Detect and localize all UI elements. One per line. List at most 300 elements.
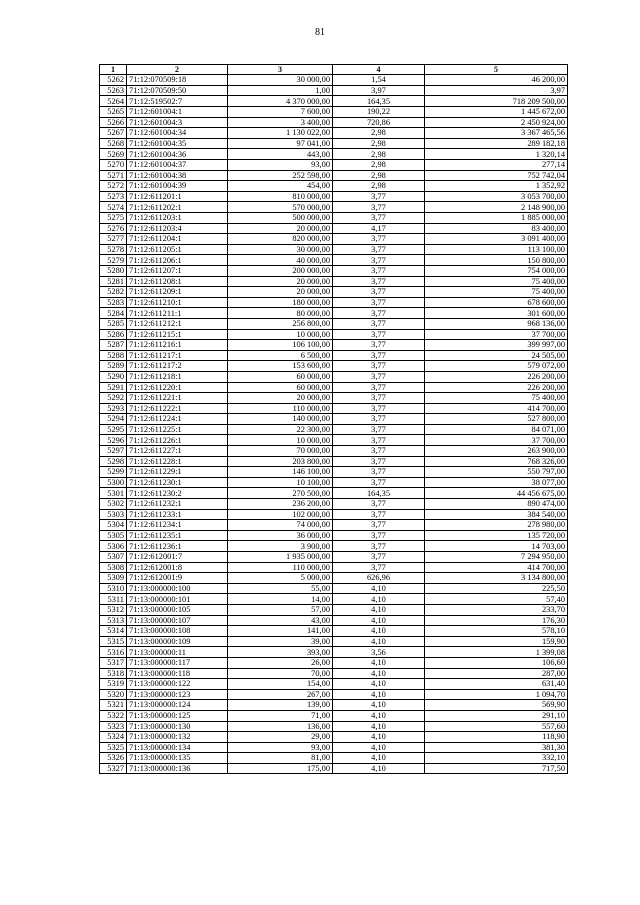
cadastral-number-cell: 71:12:601004:35 [127, 138, 228, 149]
cadastral-number-cell: 71:12:601004:37 [127, 160, 228, 171]
rate-value-cell: 2,98 [333, 160, 425, 171]
area-value-cell: 6 500,00 [228, 350, 333, 361]
cadastral-number-cell: 71:13:000000:125 [127, 710, 228, 721]
rate-value-cell: 3,77 [333, 191, 425, 202]
rate-value-cell: 4,10 [333, 710, 425, 721]
row-number-cell: 5293 [100, 403, 127, 414]
table-row [100, 393, 568, 404]
row-number-cell: 5307 [100, 552, 127, 563]
cadastral-number-cell: 71:12:611203:4 [127, 223, 228, 234]
rate-value-cell: 4,10 [333, 753, 425, 764]
total-value-cell: 233,70 [425, 604, 568, 615]
table-row [100, 191, 568, 202]
rate-value-cell: 3,77 [333, 234, 425, 245]
area-value-cell: 820 000,00 [228, 234, 333, 245]
table-row [100, 202, 568, 213]
area-value-cell: 70,00 [228, 668, 333, 679]
table-row [100, 530, 568, 541]
cadastral-number-cell: 71:12:611222:1 [127, 403, 228, 414]
table-row [100, 647, 568, 658]
table-row [100, 657, 568, 668]
rate-value-cell: 4,10 [333, 604, 425, 615]
rate-value-cell: 4,10 [333, 689, 425, 700]
table-row [100, 181, 568, 192]
area-value-cell: 106 100,00 [228, 340, 333, 351]
total-value-cell: 631,40 [425, 679, 568, 690]
rate-value-cell: 4,10 [333, 594, 425, 605]
total-value-cell: 176,30 [425, 615, 568, 626]
table-row [100, 96, 568, 107]
rate-value-cell: 2,98 [333, 149, 425, 160]
cadastral-number-cell: 71:12:611230:2 [127, 488, 228, 499]
table-row [100, 265, 568, 276]
total-value-cell: 3 053 700,00 [425, 191, 568, 202]
cadastral-number-cell: 71:12:611216:1 [127, 340, 228, 351]
cadastral-number-cell: 71:13:000000:107 [127, 615, 228, 626]
total-value-cell: 287,00 [425, 668, 568, 679]
rate-value-cell: 2,98 [333, 138, 425, 149]
table-row [100, 382, 568, 393]
row-number-cell: 5277 [100, 234, 127, 245]
cadastral-number-cell: 71:12:612001:8 [127, 562, 228, 573]
area-value-cell: 153 600,00 [228, 361, 333, 372]
total-value-cell: 38 077,00 [425, 477, 568, 488]
total-value-cell: 113 100,00 [425, 244, 568, 255]
area-value-cell: 454,00 [228, 181, 333, 192]
cadastral-number-cell: 71:13:000000:11 [127, 647, 228, 658]
table-row [100, 340, 568, 351]
total-value-cell: 24 505,00 [425, 350, 568, 361]
table-row [100, 541, 568, 552]
table-row [100, 149, 568, 160]
rate-value-cell: 4,10 [333, 636, 425, 647]
cadastral-number-cell: 71:13:000000:122 [127, 679, 228, 690]
row-number-cell: 5306 [100, 541, 127, 552]
row-number-cell: 5278 [100, 244, 127, 255]
row-number-cell: 5324 [100, 732, 127, 743]
area-value-cell: 102 000,00 [228, 509, 333, 520]
total-value-cell: 75 400,00 [425, 287, 568, 298]
rate-value-cell: 3,77 [333, 329, 425, 340]
table-row [100, 318, 568, 329]
cadastral-number-cell: 71:13:000000:108 [127, 626, 228, 637]
row-number-cell: 5263 [100, 85, 127, 96]
row-number-cell: 5323 [100, 721, 127, 732]
total-value-cell: 579 072,00 [425, 361, 568, 372]
area-value-cell: 20 000,00 [228, 223, 333, 234]
table-row [100, 308, 568, 319]
row-number-cell: 5279 [100, 255, 127, 266]
rate-value-cell: 3,77 [333, 308, 425, 319]
table-row [100, 636, 568, 647]
cadastral-number-cell: 71:12:601004:3 [127, 117, 228, 128]
cadastral-number-cell: 71:13:000000:117 [127, 657, 228, 668]
rate-value-cell: 164,35 [333, 96, 425, 107]
row-number-cell: 5266 [100, 117, 127, 128]
total-value-cell: 14 703,00 [425, 541, 568, 552]
row-number-cell: 5314 [100, 626, 127, 637]
area-value-cell: 3 900,00 [228, 541, 333, 552]
table-row [100, 604, 568, 615]
rate-value-cell: 3,77 [333, 318, 425, 329]
total-value-cell: 75 400,00 [425, 276, 568, 287]
table-row [100, 456, 568, 467]
rate-value-cell: 4,10 [333, 615, 425, 626]
cadastral-number-cell: 71:13:000000:118 [127, 668, 228, 679]
area-value-cell: 200 000,00 [228, 265, 333, 276]
area-value-cell: 110 000,00 [228, 562, 333, 573]
area-value-cell: 256 800,00 [228, 318, 333, 329]
table-row [100, 435, 568, 446]
cadastral-number-cell: 71:12:612001:9 [127, 573, 228, 584]
cadastral-number-cell: 71:12:611236:1 [127, 541, 228, 552]
rate-value-cell: 4,10 [333, 700, 425, 711]
area-value-cell: 443,00 [228, 149, 333, 160]
rate-value-cell: 2,98 [333, 128, 425, 139]
area-value-cell: 154,00 [228, 679, 333, 690]
cadastral-number-cell: 71:12:611201:1 [127, 191, 228, 202]
table-row [100, 276, 568, 287]
area-value-cell: 10 100,00 [228, 477, 333, 488]
rate-value-cell: 3,77 [333, 297, 425, 308]
row-number-cell: 5304 [100, 520, 127, 531]
area-value-cell: 97 041,00 [228, 138, 333, 149]
cadastral-number-cell: 71:13:000000:100 [127, 583, 228, 594]
cadastral-number-cell: 71:12:601004:36 [127, 149, 228, 160]
total-value-cell: 3 134 800,00 [425, 573, 568, 584]
cadastral-number-cell: 71:12:601004:39 [127, 181, 228, 192]
rate-value-cell: 4,10 [333, 763, 425, 774]
area-value-cell: 55,00 [228, 583, 333, 594]
total-value-cell: 752 742,04 [425, 170, 568, 181]
rate-value-cell: 3,77 [333, 435, 425, 446]
total-value-cell: 75 400,00 [425, 393, 568, 404]
area-value-cell: 57,00 [228, 604, 333, 615]
rate-value-cell: 3,77 [333, 477, 425, 488]
table-row [100, 488, 568, 499]
row-number-cell: 5267 [100, 128, 127, 139]
cadastral-number-cell: 71:12:601004:34 [127, 128, 228, 139]
rate-value-cell: 4,10 [333, 742, 425, 753]
table-row [100, 371, 568, 382]
area-value-cell: 36 000,00 [228, 530, 333, 541]
cadastral-number-cell: 71:12:611233:1 [127, 509, 228, 520]
table-row [100, 160, 568, 171]
rate-value-cell: 3,77 [333, 424, 425, 435]
rate-value-cell: 3,77 [333, 382, 425, 393]
rate-value-cell: 3,77 [333, 361, 425, 372]
row-number-cell: 5305 [100, 530, 127, 541]
rate-value-cell: 3,77 [333, 520, 425, 531]
cadastral-number-cell: 71:12:601004:38 [127, 170, 228, 181]
row-number-cell: 5288 [100, 350, 127, 361]
row-number-cell: 5291 [100, 382, 127, 393]
cadastral-number-cell: 71:12:611217:2 [127, 361, 228, 372]
total-value-cell: 1 885 000,00 [425, 213, 568, 224]
rate-value-cell: 3,77 [333, 562, 425, 573]
row-number-cell: 5264 [100, 96, 127, 107]
rate-value-cell: 3,77 [333, 202, 425, 213]
area-value-cell: 10 000,00 [228, 435, 333, 446]
row-number-cell: 5280 [100, 265, 127, 276]
row-number-cell: 5290 [100, 371, 127, 382]
area-value-cell: 40 000,00 [228, 255, 333, 266]
total-value-cell: 381,30 [425, 742, 568, 753]
cadastral-number-cell: 71:12:611203:1 [127, 213, 228, 224]
table-row [100, 467, 568, 478]
area-value-cell: 136,00 [228, 721, 333, 732]
table-row [100, 350, 568, 361]
total-value-cell: 225,50 [425, 583, 568, 594]
rate-value-cell: 3,77 [333, 414, 425, 425]
row-number-cell: 5313 [100, 615, 127, 626]
area-value-cell: 5 000,00 [228, 573, 333, 584]
rate-value-cell: 3,77 [333, 340, 425, 351]
area-value-cell: 80 000,00 [228, 308, 333, 319]
cadastral-number-cell: 71:12:611206:1 [127, 255, 228, 266]
table-row [100, 679, 568, 690]
area-value-cell: 22 300,00 [228, 424, 333, 435]
cadastral-number-cell: 71:12:611202:1 [127, 202, 228, 213]
table-row [100, 446, 568, 457]
table-row [100, 223, 568, 234]
area-value-cell: 203 800,00 [228, 456, 333, 467]
table-row [100, 170, 568, 181]
rate-value-cell: 3,77 [333, 213, 425, 224]
table-row [100, 117, 568, 128]
cadastral-number-cell: 71:12:070509:50 [127, 85, 228, 96]
rate-value-cell: 720,86 [333, 117, 425, 128]
header-row [100, 65, 568, 75]
table-row [100, 234, 568, 245]
total-value-cell: 768 326,00 [425, 456, 568, 467]
total-value-cell: 57,40 [425, 594, 568, 605]
table-row [100, 499, 568, 510]
area-value-cell: 14,00 [228, 594, 333, 605]
cadastral-number-cell: 71:12:611234:1 [127, 520, 228, 531]
table-row [100, 562, 568, 573]
total-value-cell: 84 071,00 [425, 424, 568, 435]
total-value-cell: 289 182,18 [425, 138, 568, 149]
total-value-cell: 1 399,08 [425, 647, 568, 658]
table-row [100, 689, 568, 700]
table-body [100, 75, 568, 774]
table-row [100, 255, 568, 266]
cadastral-number-cell: 71:13:000000:109 [127, 636, 228, 647]
cadastral-number-cell: 71:12:611205:1 [127, 244, 228, 255]
cadastral-number-cell: 71:12:611210:1 [127, 297, 228, 308]
table-row [100, 721, 568, 732]
total-value-cell: 150 800,00 [425, 255, 568, 266]
table-row [100, 287, 568, 298]
table-row [100, 552, 568, 563]
total-value-cell: 557,60 [425, 721, 568, 732]
area-value-cell: 60 000,00 [228, 382, 333, 393]
area-value-cell: 810 000,00 [228, 191, 333, 202]
table-row [100, 85, 568, 96]
area-value-cell: 30 000,00 [228, 244, 333, 255]
rate-value-cell: 4,17 [333, 223, 425, 234]
table-row [100, 753, 568, 764]
row-number-cell: 5310 [100, 583, 127, 594]
row-number-cell: 5299 [100, 467, 127, 478]
area-value-cell: 30 000,00 [228, 75, 333, 86]
total-value-cell: 527 800,00 [425, 414, 568, 425]
cadastral-number-cell: 71:12:519502:7 [127, 96, 228, 107]
total-value-cell: 3 367 465,56 [425, 128, 568, 139]
cadastral-number-cell: 71:12:611211:1 [127, 308, 228, 319]
row-number-cell: 5322 [100, 710, 127, 721]
table-row [100, 583, 568, 594]
cadastral-number-cell: 71:13:000000:134 [127, 742, 228, 753]
rate-value-cell: 3,77 [333, 393, 425, 404]
cadastral-number-cell: 71:13:000000:123 [127, 689, 228, 700]
total-value-cell: 1 094,70 [425, 689, 568, 700]
area-value-cell: 570 000,00 [228, 202, 333, 213]
table-row [100, 520, 568, 531]
area-value-cell: 81,00 [228, 753, 333, 764]
table-row [100, 244, 568, 255]
table-row [100, 414, 568, 425]
area-value-cell: 252 598,00 [228, 170, 333, 181]
cadastral-number-cell: 71:12:612001:7 [127, 552, 228, 563]
row-number-cell: 5326 [100, 753, 127, 764]
cadastral-number-cell: 71:13:000000:101 [127, 594, 228, 605]
row-number-cell: 5286 [100, 329, 127, 340]
row-number-cell: 5268 [100, 138, 127, 149]
total-value-cell: 1 445 672,00 [425, 107, 568, 118]
rate-value-cell: 2,98 [333, 170, 425, 181]
rate-value-cell: 190,22 [333, 107, 425, 118]
row-number-cell: 5262 [100, 75, 127, 86]
total-value-cell: 399 997,00 [425, 340, 568, 351]
table-row [100, 763, 568, 774]
column-header-4: 4 [333, 65, 425, 75]
total-value-cell: 550 797,00 [425, 467, 568, 478]
total-value-cell: 278 980,00 [425, 520, 568, 531]
area-value-cell: 71,00 [228, 710, 333, 721]
total-value-cell: 37 700,00 [425, 329, 568, 340]
cadastral-number-cell: 71:12:611227:1 [127, 446, 228, 457]
row-number-cell: 5315 [100, 636, 127, 647]
total-value-cell: 226 200,00 [425, 371, 568, 382]
row-number-cell: 5276 [100, 223, 127, 234]
cadastral-number-cell: 71:12:611204:1 [127, 234, 228, 245]
area-value-cell: 93,00 [228, 742, 333, 753]
cadastral-number-cell: 71:13:000000:130 [127, 721, 228, 732]
total-value-cell: 291,10 [425, 710, 568, 721]
row-number-cell: 5289 [100, 361, 127, 372]
table-row [100, 477, 568, 488]
total-value-cell: 2 148 900,00 [425, 202, 568, 213]
table-row [100, 700, 568, 711]
cadastral-number-cell: 71:12:611220:1 [127, 382, 228, 393]
cadastral-number-cell: 71:12:070509:18 [127, 75, 228, 86]
table-row [100, 424, 568, 435]
rate-value-cell: 3,77 [333, 276, 425, 287]
rate-value-cell: 4,10 [333, 626, 425, 637]
total-value-cell: 263 900,00 [425, 446, 568, 457]
area-value-cell: 93,00 [228, 160, 333, 171]
cadastral-number-cell: 71:12:611221:1 [127, 393, 228, 404]
area-value-cell: 1 935 000,00 [228, 552, 333, 563]
rate-value-cell: 4,10 [333, 668, 425, 679]
cadastral-number-cell: 71:12:601004:1 [127, 107, 228, 118]
rate-value-cell: 3,77 [333, 541, 425, 552]
total-value-cell: 44 456 675,00 [425, 488, 568, 499]
rate-value-cell: 3,56 [333, 647, 425, 658]
cadastral-number-cell: 71:12:611235:1 [127, 530, 228, 541]
row-number-cell: 5265 [100, 107, 127, 118]
row-number-cell: 5273 [100, 191, 127, 202]
area-value-cell: 393,00 [228, 647, 333, 658]
total-value-cell: 83 400,00 [425, 223, 568, 234]
area-value-cell: 3 400,00 [228, 117, 333, 128]
table-row [100, 615, 568, 626]
total-value-cell: 718 209 500,00 [425, 96, 568, 107]
row-number-cell: 5316 [100, 647, 127, 658]
rate-value-cell: 3,77 [333, 530, 425, 541]
total-value-cell: 277,14 [425, 160, 568, 171]
rate-value-cell: 3,77 [333, 403, 425, 414]
row-number-cell: 5318 [100, 668, 127, 679]
row-number-cell: 5272 [100, 181, 127, 192]
table-row [100, 213, 568, 224]
row-number-cell: 5284 [100, 308, 127, 319]
table-row [100, 573, 568, 584]
table-row [100, 742, 568, 753]
area-value-cell: 1 130 022,00 [228, 128, 333, 139]
row-number-cell: 5327 [100, 763, 127, 774]
row-number-cell: 5295 [100, 424, 127, 435]
area-value-cell: 74 000,00 [228, 520, 333, 531]
area-value-cell: 60 000,00 [228, 371, 333, 382]
rate-value-cell: 3,77 [333, 499, 425, 510]
row-number-cell: 5292 [100, 393, 127, 404]
cadastral-number-cell: 71:12:611232:1 [127, 499, 228, 510]
total-value-cell: 3 091 400,00 [425, 234, 568, 245]
cadastral-number-cell: 71:12:611218:1 [127, 371, 228, 382]
area-value-cell: 26,00 [228, 657, 333, 668]
cadastral-number-cell: 71:12:611207:1 [127, 265, 228, 276]
cadastral-number-cell: 71:13:000000:105 [127, 604, 228, 615]
area-value-cell: 7 600,00 [228, 107, 333, 118]
table-row [100, 668, 568, 679]
area-value-cell: 4 370 000,00 [228, 96, 333, 107]
cadastral-number-cell: 71:13:000000:124 [127, 700, 228, 711]
row-number-cell: 5308 [100, 562, 127, 573]
total-value-cell: 678 600,00 [425, 297, 568, 308]
table-row [100, 297, 568, 308]
rate-value-cell: 626,96 [333, 573, 425, 584]
total-value-cell: 3,97 [425, 85, 568, 96]
area-value-cell: 140 000,00 [228, 414, 333, 425]
row-number-cell: 5325 [100, 742, 127, 753]
area-value-cell: 180 000,00 [228, 297, 333, 308]
row-number-cell: 5320 [100, 689, 127, 700]
area-value-cell: 270 500,00 [228, 488, 333, 499]
row-number-cell: 5283 [100, 297, 127, 308]
table-row [100, 594, 568, 605]
cadastral-number-cell: 71:12:611226:1 [127, 435, 228, 446]
rate-value-cell: 3,77 [333, 244, 425, 255]
column-header-3: 3 [228, 65, 333, 75]
row-number-cell: 5281 [100, 276, 127, 287]
row-number-cell: 5321 [100, 700, 127, 711]
cadastral-number-cell: 71:13:000000:135 [127, 753, 228, 764]
area-value-cell: 267,00 [228, 689, 333, 700]
rate-value-cell: 3,77 [333, 350, 425, 361]
